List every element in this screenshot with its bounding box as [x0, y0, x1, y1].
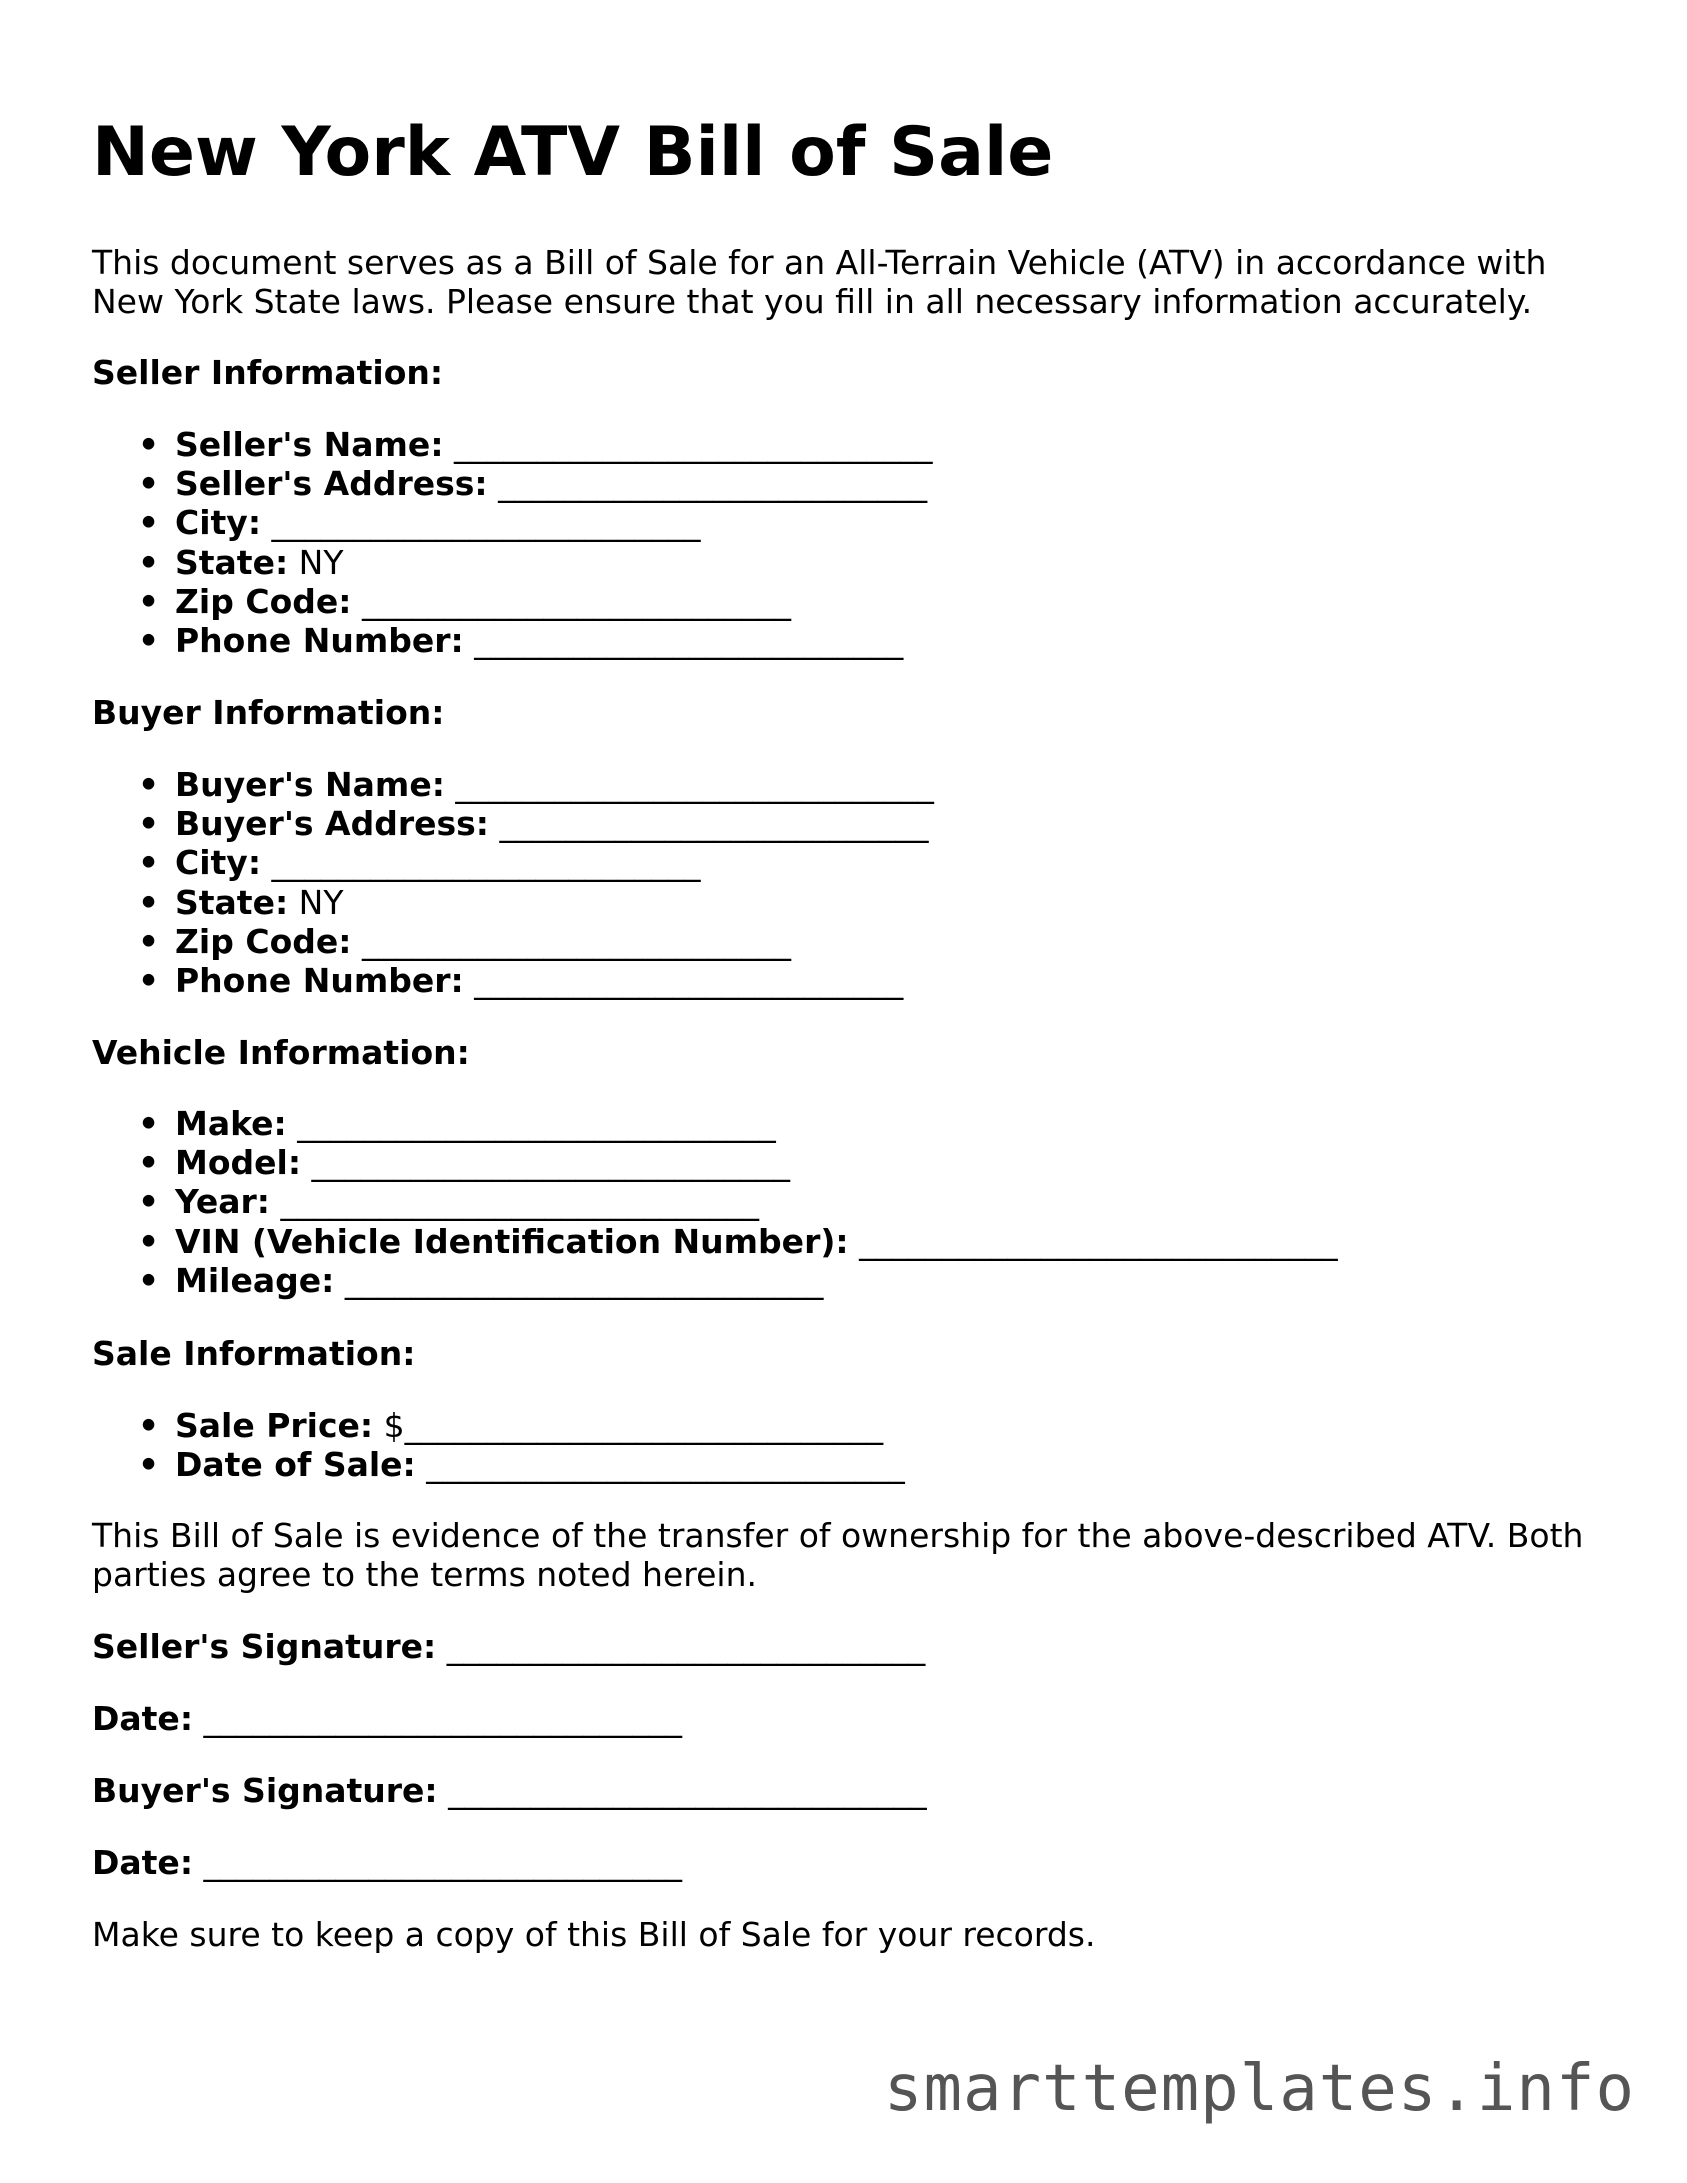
buyer-signature-field[interactable]: Buyer's Signature: _____________________________ — [92, 1771, 927, 1810]
vehicle-year-field[interactable]: • Year: _____________________________ — [92, 1182, 1338, 1221]
vehicle-model-field[interactable]: • Model: _____________________________ — [92, 1143, 1338, 1182]
vehicle-make-field[interactable]: • Make: _____________________________ — [92, 1104, 1338, 1143]
seller-section-heading: Seller Information: — [92, 353, 444, 392]
buyer-name-field[interactable]: • Buyer's Name: _____________________________ — [92, 765, 934, 804]
page-title: New York ATV Bill of Sale — [92, 113, 1054, 192]
buyer-city-field[interactable]: • City: __________________________ — [92, 843, 934, 882]
seller-name-field[interactable]: • Seller's Name: _____________________________ — [92, 425, 933, 464]
buyer-field-list — [92, 765, 934, 1000]
buyer-signature-date-field[interactable]: Date: _____________________________ — [92, 1843, 683, 1882]
intro-line-2: New York State laws. Please ensure that you fill in all necessary information accurately. — [92, 282, 1533, 321]
transfer-line-2: parties agree to the terms noted herein. — [92, 1555, 757, 1594]
vehicle-field-list — [92, 1104, 1338, 1300]
buyer-address-field[interactable]: • Buyer's Address: __________________________ — [92, 804, 934, 843]
seller-state-field: • State: NY — [92, 543, 933, 582]
transfer-line-1: This Bill of Sale is evidence of the transfer of ownership for the above-described ATV. Both — [92, 1516, 1584, 1555]
buyer-section-heading: Buyer Information: — [92, 693, 445, 732]
footer-note: Make sure to keep a copy of this Bill of Sale for your records. — [92, 1915, 1096, 1954]
intro-line-1: This document serves as a Bill of Sale for an All-Terrain Vehicle (ATV) in accordance with — [92, 243, 1547, 282]
seller-signature-field[interactable]: Seller's Signature: _____________________________ — [92, 1627, 926, 1666]
seller-city-field[interactable]: • City: __________________________ — [92, 503, 933, 542]
watermark-text: smarttemplates.info — [883, 2052, 1635, 2126]
vehicle-vin-field[interactable]: • VIN (Vehicle Identification Number): _____________________________ — [92, 1222, 1338, 1261]
sale-price-field[interactable]: • Sale Price: $_____________________________ — [92, 1406, 905, 1445]
sale-section-heading: Sale Information: — [92, 1334, 416, 1373]
buyer-phone-field[interactable]: • Phone Number: __________________________ — [92, 961, 934, 1000]
sale-date-field[interactable]: • Date of Sale: _____________________________ — [92, 1445, 905, 1484]
vehicle-section-heading: Vehicle Information: — [92, 1033, 470, 1072]
sale-field-list — [92, 1406, 905, 1484]
seller-address-field[interactable]: • Seller's Address: __________________________ — [92, 464, 933, 503]
seller-signature-date-field[interactable]: Date: _____________________________ — [92, 1699, 683, 1738]
buyer-zip-field[interactable]: • Zip Code: __________________________ — [92, 922, 934, 961]
seller-phone-field[interactable]: • Phone Number: __________________________ — [92, 621, 933, 660]
vehicle-mileage-field[interactable]: • Mileage: _____________________________ — [92, 1261, 1338, 1300]
buyer-state-field: • State: NY — [92, 883, 934, 922]
seller-field-list — [92, 425, 933, 660]
seller-zip-field[interactable]: • Zip Code: __________________________ — [92, 582, 933, 621]
